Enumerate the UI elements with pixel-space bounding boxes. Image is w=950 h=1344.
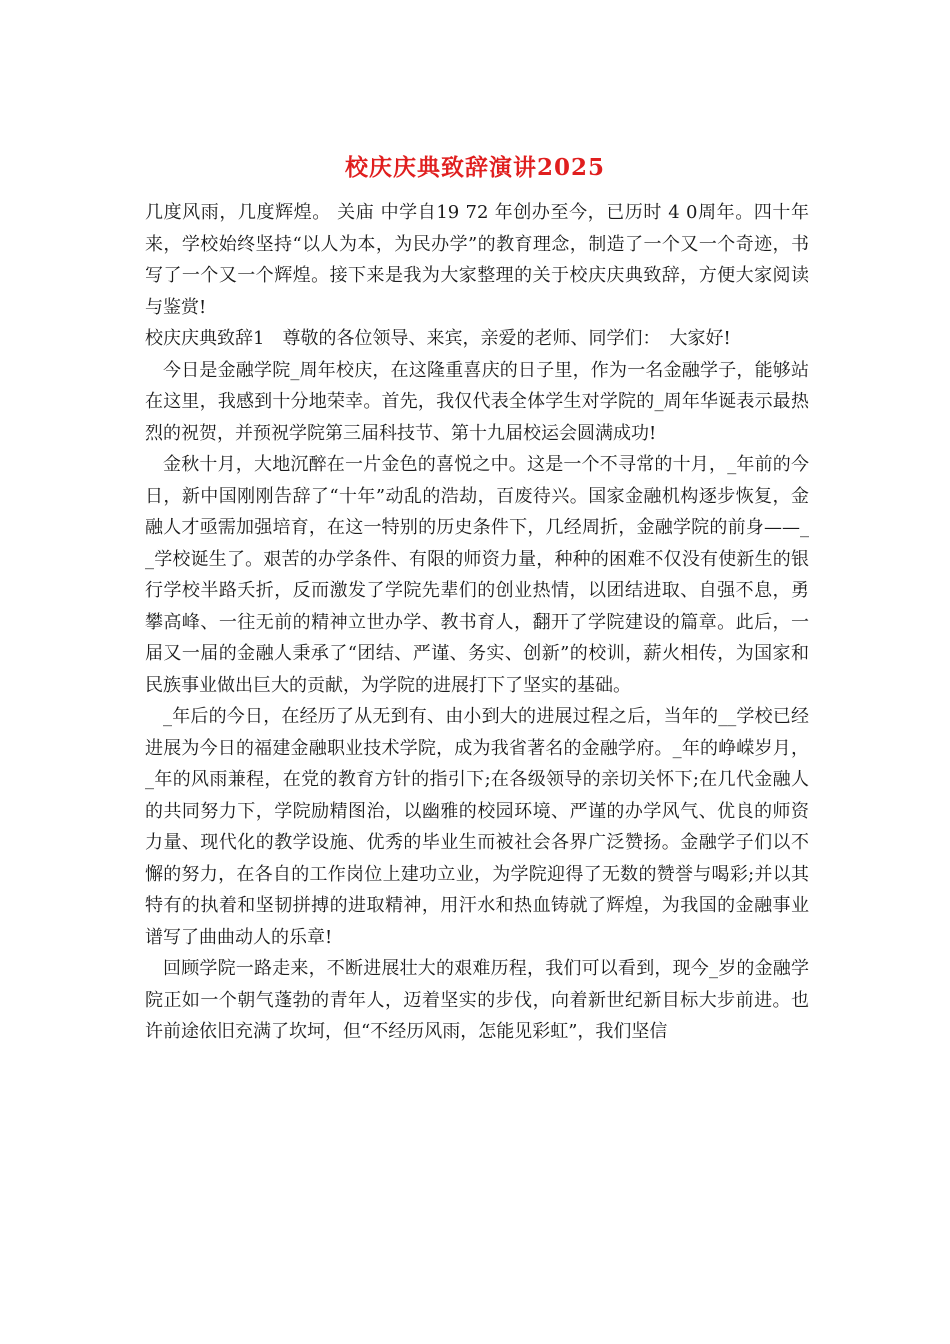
intro-paragraph: 几度风雨，几度辉煌。 关庙 中学自19 72 年创办至今，已历时 4 0周年。四十年来，学校始终坚持“以人为本，为民办学”的教育理念，制造了一个又一个奇迹，书写了一个又一个辉煌。接下来是我为大家整理的关于校庆庆典致辞，方便大家阅读与鉴赏!: [145, 202, 809, 318]
document-title: 校庆庆典致辞演讲2025: [344, 154, 605, 181]
body-paragraph: _年后的今日，在经历了从无到有、由小到大的进展过程之后，当年的__学校已经进展为今日的福建金融职业技术学院，成为我省著名的金融学府。_年的峥嵘岁月，_年的风雨兼程，在党的教育方针的指引下;在各级领导的亲切关怀下;在几代金融人的共同努力下，学院励精图治，以幽雅的校园环境、严谨的办学风气、优良的师资力量、现代化的教学设施、优秀的毕业生而被社会各界广泛赞扬。金融学子们以不懈的努力，在各自的工作岗位上建功立业，为学院迎得了无数的赞誉与喝彩;并以其特有的执着和坚韧拼搏的进取精神，用汗水和热血铸就了辉煌，为我国的金融事业谱写了曲曲动人的乐章!: [145, 706, 809, 948]
document-body: [145, 197, 809, 1048]
body-paragraph: 金秋十月，大地沉醉在一片金色的喜悦之中。这是一个不寻常的十月，_年前的今日，新中国刚刚告辞了“十年”动乱的浩劫，百废待兴。国家金融机构逐步恢复，金融人才亟需加强培育，在这一特别的历史条件下，几经周折，金融学院的前身——__学校诞生了。艰苦的办学条件、有限的师资力量，种种的困难不仅没有使新生的银行学校半路夭折，反而激发了学院先辈们的创业热情，以团结进取、自强不息，勇攀高峰、一往无前的精神立世办学、教书育人，翻开了学院建设的篇章。此后，一届又一届的金融人秉承了“团结、严谨、务实、创新”的校训，薪火相传，为国家和民族事业做出巨大的贡献，为学院的进展打下了坚实的基础。: [145, 454, 809, 696]
body-paragraph: 今日是金融学院_周年校庆，在这隆重喜庆的日子里，作为一名金融学子，能够站在这里，我感到十分地荣幸。首先，我仅代表全体学生对学院的_周年华诞表示最热烈的祝贺，并预祝学院第三届科技节、第十九届校运会圆满成功!: [145, 359, 809, 444]
body-paragraph: 回顾学院一路走来，不断进展壮大的艰难历程，我们可以看到，现今_岁的金融学院正如一个朝气蓬勃的青年人，迈着坚实的步伐，向着新世纪新目标大步前进。也许前途依旧充满了坎坷，但“不经历风雨，怎能见彩虹”，我们坚信: [145, 958, 809, 1042]
speech-heading-line: 校庆庆典致辞1 尊敬的各位领导、来宾，亲爱的老师、同学们： 大家好!: [145, 328, 731, 349]
